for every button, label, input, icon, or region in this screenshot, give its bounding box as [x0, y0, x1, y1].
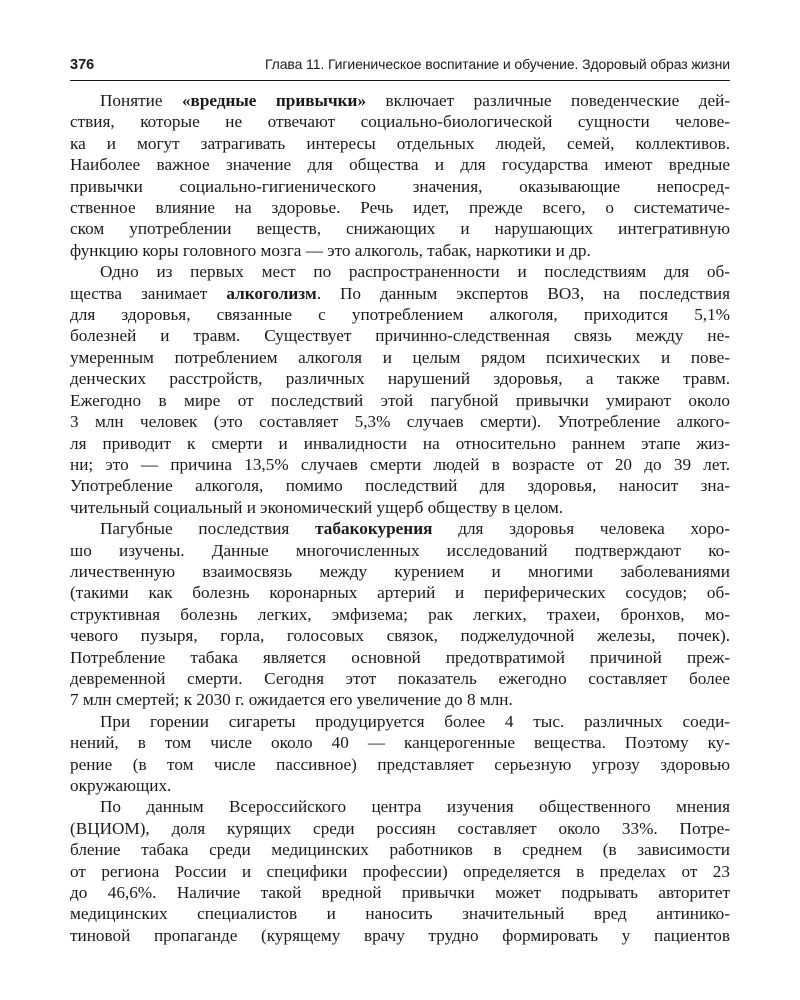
text-line — [70, 283, 730, 304]
text-run: шо изучены. Данные многочисленных исследований подтверждают ко- — [70, 540, 730, 560]
text-run: от региона России и специфики профессии) определяется в пределах от 23 — [70, 861, 730, 881]
text-run: ственное влияние на здоровье. Речь идет, прежде всего, о систематиче- — [70, 198, 730, 218]
text-run: (такими как болезнь коронарных артерий и периферических сосудов; об- — [70, 583, 730, 603]
text-run: чевого пузыря, горла, голосовых связок, поджелудочной железы, почек). — [70, 626, 730, 646]
text-line — [70, 475, 730, 496]
text-run: умеренным потреблением алкоголя и целым рядом психических и пове- — [70, 347, 730, 367]
text-run: При горении сигареты продуцируется более 4 тыс. различных соеди- — [100, 711, 730, 731]
text-line — [70, 154, 730, 175]
text-run: бление табака среди медицинских работников в среднем (в зависимости — [70, 840, 730, 860]
text-run: Понятие — [100, 91, 182, 110]
book-page — [70, 56, 730, 946]
text-run: 7 млн смертей; к 2030 г. ожидается его увеличение до 8 млн. — [70, 690, 513, 710]
text-line — [70, 497, 730, 518]
text-run: По данным Всероссийского центра изучения общественного мнения — [100, 797, 730, 817]
text-run: ля приводит к смерти и инвалидности на относительно раннем этапе жиз- — [70, 433, 730, 453]
text-line — [70, 133, 730, 154]
text-run: для здоровья, связанные с употреблением алкоголя, приходится 5,1% — [70, 305, 730, 325]
text-line — [70, 647, 730, 668]
text-line — [70, 261, 730, 282]
text-line — [70, 711, 730, 732]
paragraph — [70, 711, 730, 797]
text-run: Одно из первых мест по распространенности и последствиям для об- — [100, 262, 730, 282]
text-run: Пагубные последствия — [100, 519, 316, 539]
text-line — [70, 625, 730, 646]
text-line — [70, 818, 730, 839]
text-run: тиновой пропаганде (курящему врачу трудно формировать у пациентов — [70, 925, 730, 945]
text-line — [70, 903, 730, 924]
text-run: включает различные поведенческие дей- — [366, 91, 730, 110]
text-run: 3 млн человек (это составляет 5,3% случаев смерти). Употребление алкого- — [70, 412, 730, 432]
text-run: до 46,6%. Наличие такой вредной привычки может подрывать авторитет — [70, 883, 730, 903]
text-line — [70, 732, 730, 753]
text-line — [70, 240, 730, 261]
text-run: болезней и травм. Существует причинно-следственная связь между не- — [70, 326, 730, 346]
key-term: табакокурения — [315, 519, 433, 539]
key-term: алкоголизм — [226, 283, 317, 303]
text-run: девременной смерти. Сегодня этот показатель ежегодно составляет более — [70, 668, 730, 688]
text-line — [70, 304, 730, 325]
text-run: нений, в том числе около 40 — канцерогенные вещества. Поэтому ку- — [70, 733, 730, 753]
text-line — [70, 90, 730, 111]
text-run: рение (в том числе пассивное) представляет серьезную угрозу здоровью — [70, 754, 730, 774]
text-run: чительный социальный и экономический ущерб обществу в целом. — [70, 497, 564, 517]
text-run: щества занимает — [70, 283, 227, 303]
text-run: привычки социально-гигиенического значения, оказывающие непосред- — [70, 176, 730, 196]
text-line — [70, 325, 730, 346]
paragraph — [70, 796, 730, 946]
text-run: Потребление табака является основной предотвратимой причиной преж- — [70, 647, 730, 667]
text-line — [70, 368, 730, 389]
text-line — [70, 390, 730, 411]
text-run: ни; это — причина 13,5% случаев смерти людей в возрасте от 20 до 39 лет. — [70, 454, 730, 474]
text-line — [70, 689, 730, 710]
text-run: функцию коры головного мозга — это алкоголь, табак, наркотики и др. — [70, 240, 591, 260]
text-line — [70, 111, 730, 132]
text-line — [70, 347, 730, 368]
text-line — [70, 561, 730, 582]
text-line — [70, 604, 730, 625]
paragraph — [70, 261, 730, 518]
text-line — [70, 925, 730, 946]
text-line — [70, 176, 730, 197]
text-line — [70, 668, 730, 689]
paragraph — [70, 90, 730, 261]
chapter-title: Глава 11. Гигиеническое воспитание и обучение. Здоровый образ жизни — [264, 56, 730, 72]
text-run: окружающих. — [70, 776, 172, 795]
text-line — [70, 754, 730, 775]
key-term: «вредные привычки» — [181, 91, 367, 110]
text-line — [70, 197, 730, 218]
text-run: денческих расстройств, различных нарушений здоровья, а также травм. — [70, 369, 730, 389]
text-run: Наиболее важное значение для общества и для государства имеют вредные — [70, 155, 730, 175]
text-run: для здоровья человека хоро- — [432, 519, 730, 539]
text-run: Ежегодно в мире от последствий этой пагубной привычки умирают около — [70, 390, 730, 410]
text-run: (ВЦИОМ), доля курящих среди россиян составляет около 33%. Потре- — [70, 818, 730, 838]
text-line — [70, 582, 730, 603]
text-line — [70, 839, 730, 860]
body-text — [70, 90, 730, 946]
text-line — [70, 218, 730, 239]
text-line — [70, 861, 730, 882]
text-run: структивная болезнь легких, эмфизема; рак легких, трахеи, бронхов, мо- — [70, 604, 730, 624]
header-divider — [70, 80, 730, 81]
text-run: . По данным экспертов ВОЗ, на последствия — [316, 283, 731, 303]
running-header — [70, 56, 730, 78]
text-line — [70, 882, 730, 903]
text-line — [70, 540, 730, 561]
text-run: ском употреблении веществ, снижающих и нарушающих интегративную — [70, 219, 730, 239]
page-number: 376 — [70, 57, 95, 73]
text-run: ка и могут затрагивать интересы отдельных людей, семей, коллективов. — [70, 133, 730, 153]
text-run: ствия, которые не отвечают социально-биологической сущности челове- — [70, 112, 730, 132]
text-line — [70, 518, 730, 539]
text-line — [70, 411, 730, 432]
text-line — [70, 433, 730, 454]
paragraph — [70, 518, 730, 711]
text-run: Употребление алкоголя, помимо последствий для здоровья, наносит зна- — [70, 476, 730, 496]
text-line — [70, 454, 730, 475]
text-run: медицинских специалистов и наносить значительный вред антинико- — [70, 904, 730, 924]
text-run: личественную взаимосвязь между курением и многими заболеваниями — [70, 561, 730, 581]
text-line — [70, 796, 730, 817]
text-line — [70, 775, 730, 796]
